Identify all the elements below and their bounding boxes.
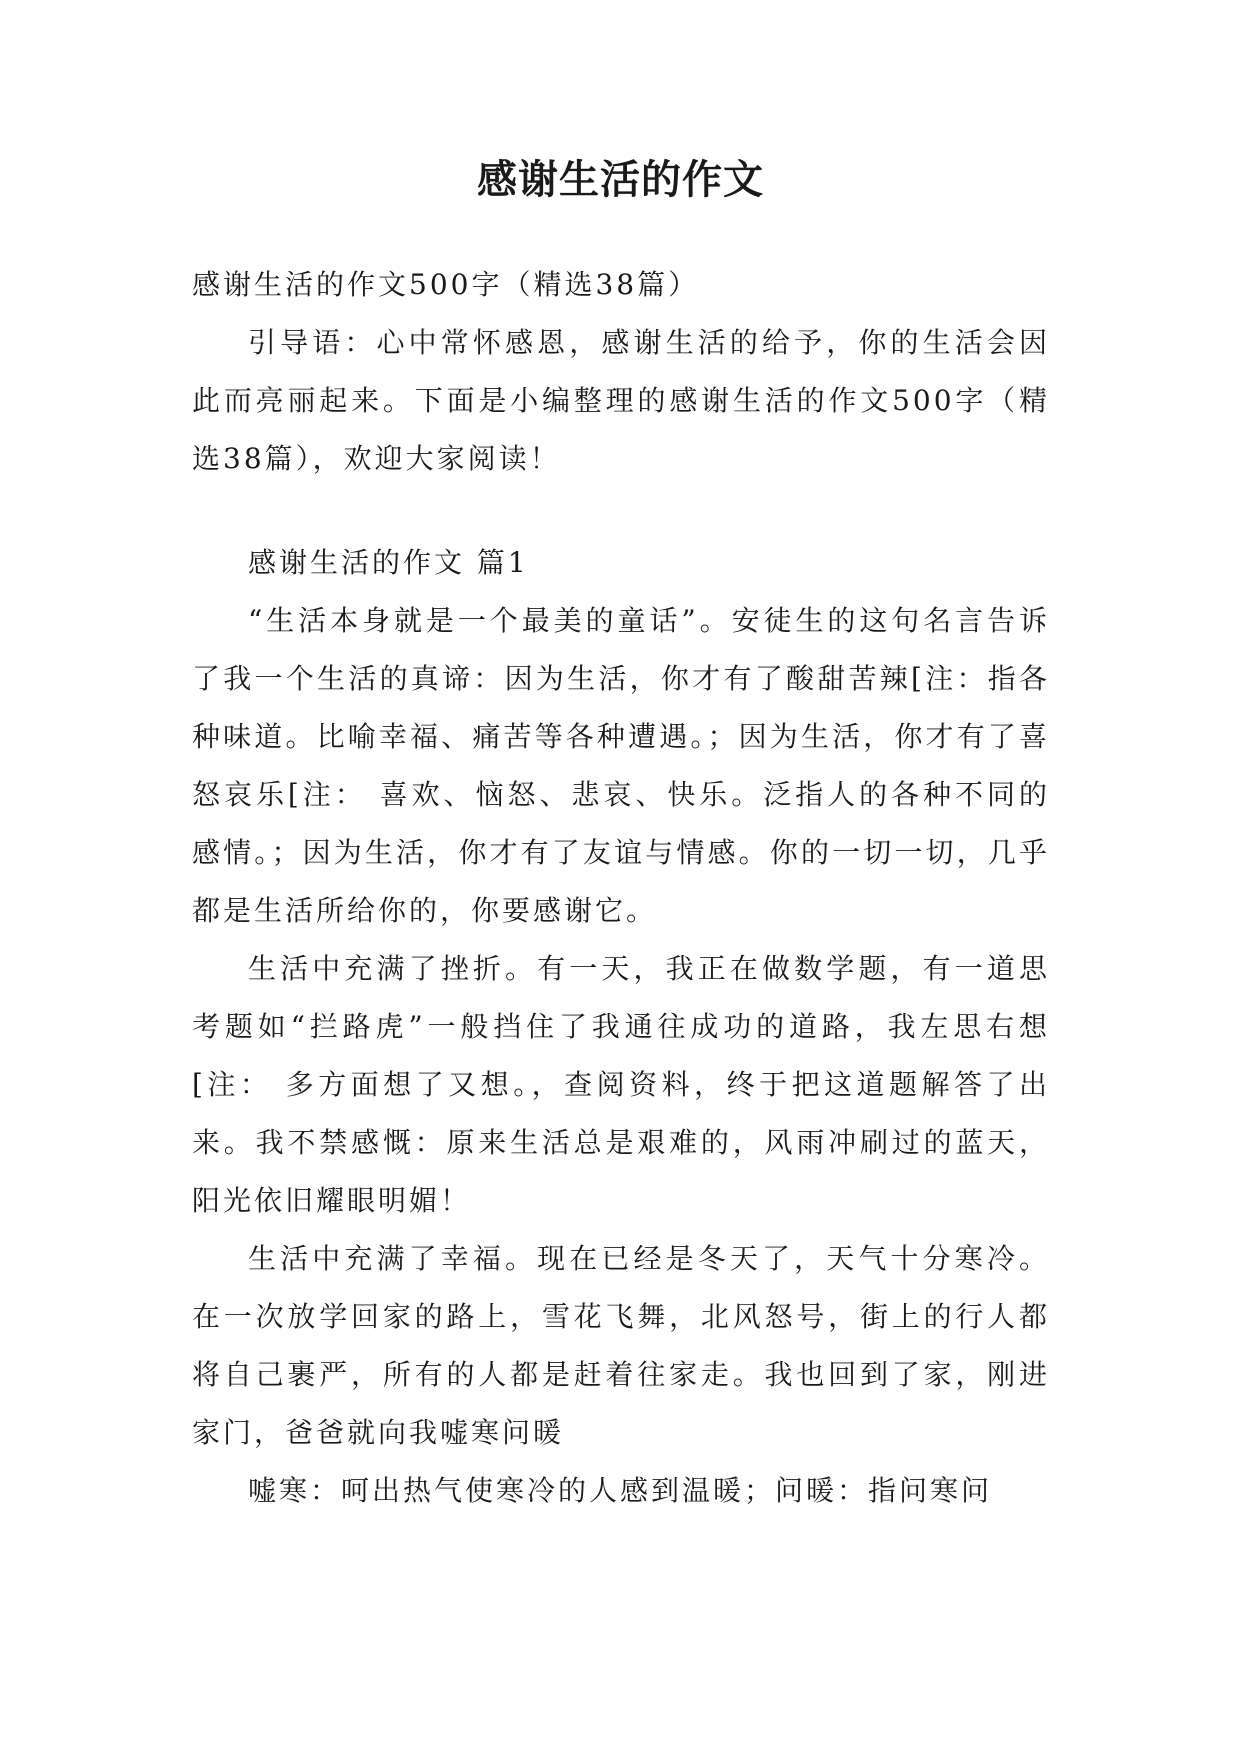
intro-paragraph: 引导语：心中常怀感恩，感谢生活的给予，你的生活会因此而亮丽起来。下面是小编整理的感谢生活的作文500字（精选38篇），欢迎大家阅读！ bbox=[192, 326, 1050, 475]
paragraph: 生活中充满了幸福。现在已经是冬天了，天气十分寒冷。在一次放学回家的路上，雪花飞舞，北风怒号，街上的行人都将自己裹严，所有的人都是赶着往家走。我也回到了家，刚进家门，爸爸就向我嘘寒问暖 bbox=[192, 1242, 1050, 1449]
document-body bbox=[192, 256, 1050, 1520]
section-gap bbox=[192, 488, 1050, 534]
paragraph: 生活中充满了挫折。有一天，我正在做数学题，有一道思考题如“拦路虎”一般挡住了我通往成功的道路，我左思右想[注： 多方面想了又想。，查阅资料，终于把这道题解答了出来。我不禁感慨：原来生活总是艰难的，风雨冲刷过的蓝天，阳光依旧耀眼明媚！ bbox=[192, 952, 1050, 1217]
document-title: 感谢生活的作文 bbox=[477, 157, 764, 203]
section-heading: 感谢生活的作文 篇1 bbox=[248, 546, 529, 579]
paragraph: “生活本身就是一个最美的童话”。安徒生的这句名言告诉了我一个生活的真谛：因为生活，你才有了酸甜苦辣[注：指各种味道。比喻幸福、痛苦等各种遭遇。；因为生活，你才有了喜怒哀乐[注： 喜欢、恼怒、悲哀、快乐。泛指人的各种不同的感情。；因为生活，你才有了友谊与情感。你的一切一切，几乎都是生活所给你的，你要感谢它。 bbox=[192, 604, 1050, 927]
subtitle-line: 感谢生活的作文500字（精选38篇） bbox=[192, 268, 700, 301]
paragraph: 嘘寒：呵出热气使寒冷的人感到温暖；问暖：指问寒问 bbox=[248, 1474, 993, 1507]
